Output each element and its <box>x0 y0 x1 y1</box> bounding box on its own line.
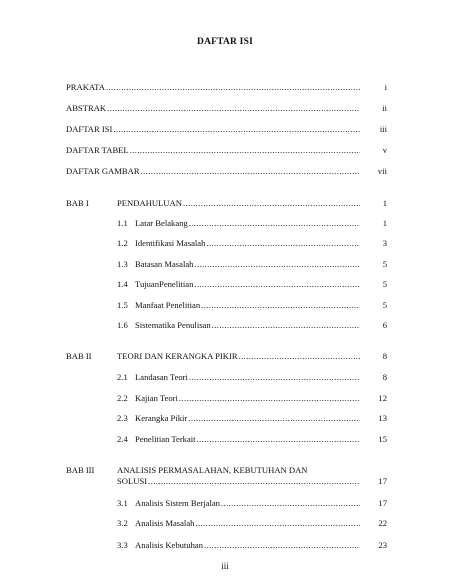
entry-page: 5 <box>382 279 387 289</box>
toc-chapter-bab-3 <box>66 465 387 487</box>
entry-label: DAFTAR TABEL <box>66 145 129 155</box>
page-title: DAFTAR ISI <box>197 37 253 47</box>
section-title: Analisis Sistem Berjalan <box>135 498 220 508</box>
entry-page: i <box>384 82 387 92</box>
toc-entry-daftar-isi <box>66 124 387 135</box>
section-number: 1.2 <box>117 238 128 248</box>
toc-chapter-bab-2 <box>66 351 387 362</box>
section-title: Penelitian Terkait <box>135 434 196 444</box>
toc-section-2-2 <box>117 393 387 404</box>
toc-entry-prakata <box>66 82 387 93</box>
toc-section-1-2 <box>117 238 387 249</box>
entry-page: 6 <box>382 320 387 330</box>
section-number: 2.1 <box>117 372 128 382</box>
entry-page: 3 <box>382 238 387 248</box>
section-number: 3.1 <box>117 498 128 508</box>
entry-page: 1 <box>382 198 387 208</box>
toc-section-3-1 <box>117 498 387 509</box>
section-title: Analisis Masalah <box>135 518 195 528</box>
chapter-label: BAB III <box>66 465 95 475</box>
toc-section-1-3 <box>117 259 387 270</box>
toc-section-3-3 <box>117 540 387 551</box>
chapter-title: TEORI DAN KERANGKA PIKIR <box>117 351 238 361</box>
section-number: 2.3 <box>117 413 128 423</box>
entry-label: DAFTAR GAMBAR <box>66 166 140 176</box>
section-number: 1.5 <box>117 300 128 310</box>
entry-page: 5 <box>382 259 387 269</box>
page-number-footer: iii <box>221 561 229 571</box>
toc-chapter-bab-1 <box>66 198 387 209</box>
section-title: Identifikasi Masalah <box>135 238 206 248</box>
section-title: Batasan Masalah <box>135 259 194 269</box>
toc-section-2-4 <box>117 434 387 445</box>
entry-page: 12 <box>378 393 387 403</box>
section-number: 1.6 <box>117 320 128 330</box>
entry-label: DAFTAR ISI <box>66 124 113 134</box>
toc-section-1-5 <box>117 300 387 311</box>
entry-page: iii <box>379 124 387 134</box>
section-number: 2.4 <box>117 434 128 444</box>
entry-page: 15 <box>378 434 387 444</box>
entry-page: 23 <box>378 540 387 550</box>
chapter-label: BAB II <box>66 351 92 361</box>
toc-entry-abstrak <box>66 103 387 114</box>
entry-page: 1 <box>382 218 387 228</box>
section-number: 1.1 <box>117 218 128 228</box>
section-number: 3.2 <box>117 518 128 528</box>
entry-page: 22 <box>378 518 387 528</box>
toc-section-2-1 <box>117 372 387 383</box>
chapter-title: PENDAHULUAN <box>117 198 182 208</box>
entry-page: 8 <box>382 372 387 382</box>
toc-section-1-1 <box>117 218 387 229</box>
entry-page: 5 <box>382 300 387 310</box>
entry-page: ii <box>382 103 387 113</box>
section-title: Kajian Teori <box>135 393 178 403</box>
section-number: 1.3 <box>117 259 128 269</box>
section-title: Landasan Teori <box>135 372 188 382</box>
section-title: Sistematika Penulisan <box>135 320 211 330</box>
section-number: 2.2 <box>117 393 128 403</box>
toc-section-2-3 <box>117 413 387 424</box>
entry-page: 13 <box>378 413 387 423</box>
entry-page: v <box>382 145 387 155</box>
entry-page: vii <box>377 166 387 176</box>
section-title: Manfaat Penelitian <box>135 300 201 310</box>
section-number: 3.3 <box>117 540 128 550</box>
section-number: 1.4 <box>117 279 128 289</box>
section-title: Kerangka Pikir <box>135 413 188 423</box>
toc-entry-daftar-gambar <box>66 166 387 177</box>
section-title: TujuanPenelitian <box>135 279 194 289</box>
entry-page: 8 <box>382 351 387 361</box>
entry-label: PRAKATA <box>66 82 105 92</box>
entry-label: ABSTRAK <box>66 103 107 113</box>
toc-entry-daftar-tabel <box>66 145 387 156</box>
entry-page: 17 <box>378 476 387 486</box>
chapter-title-line2: SOLUSI <box>117 476 148 486</box>
toc-section-3-2 <box>117 518 387 529</box>
section-title: Latar Belakang <box>135 218 188 228</box>
toc-section-1-4 <box>117 279 387 290</box>
toc-section-1-6 <box>117 320 387 331</box>
section-title: Analisis Kebutuhan <box>135 540 204 550</box>
chapter-title-line1: ANALISIS PERMASALAHAN, KEBUTUHAN DAN <box>117 465 308 475</box>
chapter-label: BAB I <box>66 198 89 208</box>
entry-page: 17 <box>378 498 387 508</box>
